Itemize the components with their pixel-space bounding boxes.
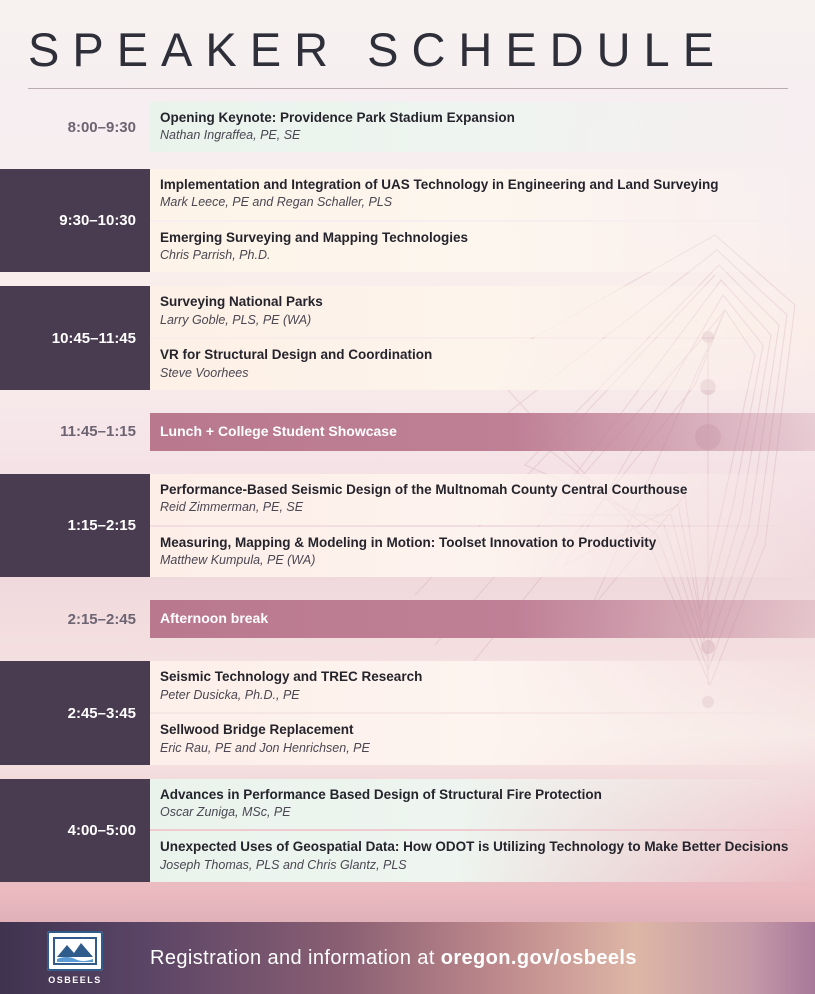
session-title: Unexpected Uses of Geospatial Data: How ODOT is Utilizing Technology to Make Better Decisions <box>160 839 789 855</box>
session-item <box>150 222 815 273</box>
page-title: SPEAKER SCHEDULE <box>28 23 728 76</box>
session-title: Sellwood Bridge Replacement <box>160 722 354 738</box>
slot-sessions <box>150 779 815 882</box>
session-speaker: Mark Leece, PE and Regan Schaller, PLS <box>160 195 393 210</box>
session-speaker: Matthew Kumpula, PE (WA) <box>160 553 316 568</box>
slot-sessions <box>150 99 815 155</box>
title-divider <box>28 88 788 89</box>
session-item <box>150 339 815 390</box>
logo-label: OSBEELS <box>48 975 102 985</box>
slot-time: 2:15–2:45 <box>67 610 136 628</box>
slot-spacer <box>0 765 815 779</box>
slot-sessions <box>150 286 815 389</box>
session-title: Measuring, Mapping & Modeling in Motion: Toolset Innovation to Productivity <box>160 534 657 550</box>
slot-time: 1:15–2:15 <box>0 474 150 577</box>
slot-sessions <box>150 591 815 647</box>
slot-spacer <box>0 272 815 286</box>
session-title: VR for Structural Design and Coordination <box>160 347 433 363</box>
slot-sessions <box>150 474 815 577</box>
osbeels-logo <box>0 931 150 985</box>
schedule-slot <box>0 661 815 764</box>
session-speaker: Joseph Thomas, PLS and Chris Glantz, PLS <box>160 857 407 872</box>
session-item <box>150 169 815 220</box>
session-item <box>150 714 815 765</box>
logo-icon <box>47 931 103 971</box>
footer-registration-text <box>150 947 637 970</box>
session-title: Seismic Technology and TREC Research <box>160 669 423 685</box>
session-item <box>150 661 815 712</box>
slot-spacer <box>0 577 815 591</box>
session-item <box>150 831 815 882</box>
slot-time: 9:30–10:30 <box>0 169 150 272</box>
schedule-slot <box>0 591 815 647</box>
session-speaker: Eric Rau, PE and Jon Henrichsen, PE <box>160 740 370 755</box>
session-item <box>150 474 815 525</box>
slot-time: 8:00–9:30 <box>67 118 136 136</box>
schedule-slot <box>0 404 815 460</box>
session-title: Lunch + College Student Showcase <box>160 422 397 439</box>
session-title: Emerging Surveying and Mapping Technologies <box>160 229 469 245</box>
session-item <box>150 527 815 578</box>
session-title: Implementation and Integration of UAS Technology in Engineering and Land Surveying <box>160 177 719 192</box>
slot-sessions <box>150 404 815 460</box>
footer-text-link[interactable]: oregon.gov/osbeels <box>440 946 637 969</box>
session-speaker: Oscar Zuniga, MSc, PE <box>160 805 291 820</box>
break-item <box>150 600 815 638</box>
footer-text-prefix: Registration and information at <box>150 946 441 969</box>
mountain-river-icon <box>53 937 97 965</box>
schedule-slot <box>0 474 815 577</box>
slot-sessions <box>150 169 815 272</box>
slot-time: 4:00–5:00 <box>0 779 150 882</box>
slot-sessions <box>150 661 815 764</box>
slot-spacer <box>0 882 815 896</box>
session-speaker: Larry Goble, PLS, PE (WA) <box>160 312 312 327</box>
schedule-slot <box>0 169 815 272</box>
slot-time: 2:45–3:45 <box>0 661 150 764</box>
session-speaker: Reid Zimmerman, PE, SE <box>160 500 304 515</box>
session-speaker: Peter Dusicka, Ph.D., PE <box>160 687 300 702</box>
session-item <box>150 779 815 830</box>
session-speaker: Steve Voorhees <box>160 365 249 380</box>
session-speaker: Nathan Ingraffea, PE, SE <box>160 128 301 143</box>
schedule-slot <box>0 779 815 882</box>
slot-spacer <box>0 460 815 474</box>
session-title: Surveying National Parks <box>160 294 323 310</box>
slot-time: 11:45–1:15 <box>60 423 136 441</box>
slot-time: 10:45–11:45 <box>0 286 150 389</box>
slot-spacer <box>0 155 815 169</box>
session-title: Performance-Based Seismic Design of the Multnomah County Central Courthouse <box>160 481 688 497</box>
footer-bar <box>0 922 815 994</box>
session-title: Opening Keynote: Providence Park Stadium Expansion <box>160 109 515 125</box>
session-title: Afternoon break <box>160 610 269 627</box>
slot-spacer <box>0 390 815 404</box>
session-speaker: Chris Parrish, Ph.D. <box>160 248 271 263</box>
session-item <box>150 102 815 153</box>
session-item <box>150 286 815 337</box>
schedule-slot <box>0 286 815 389</box>
schedule-list <box>0 99 815 896</box>
break-item <box>150 413 815 451</box>
session-title: Advances in Performance Based Design of Structural Fire Protection <box>160 786 602 802</box>
slot-spacer <box>0 647 815 661</box>
schedule-slot <box>0 99 815 155</box>
